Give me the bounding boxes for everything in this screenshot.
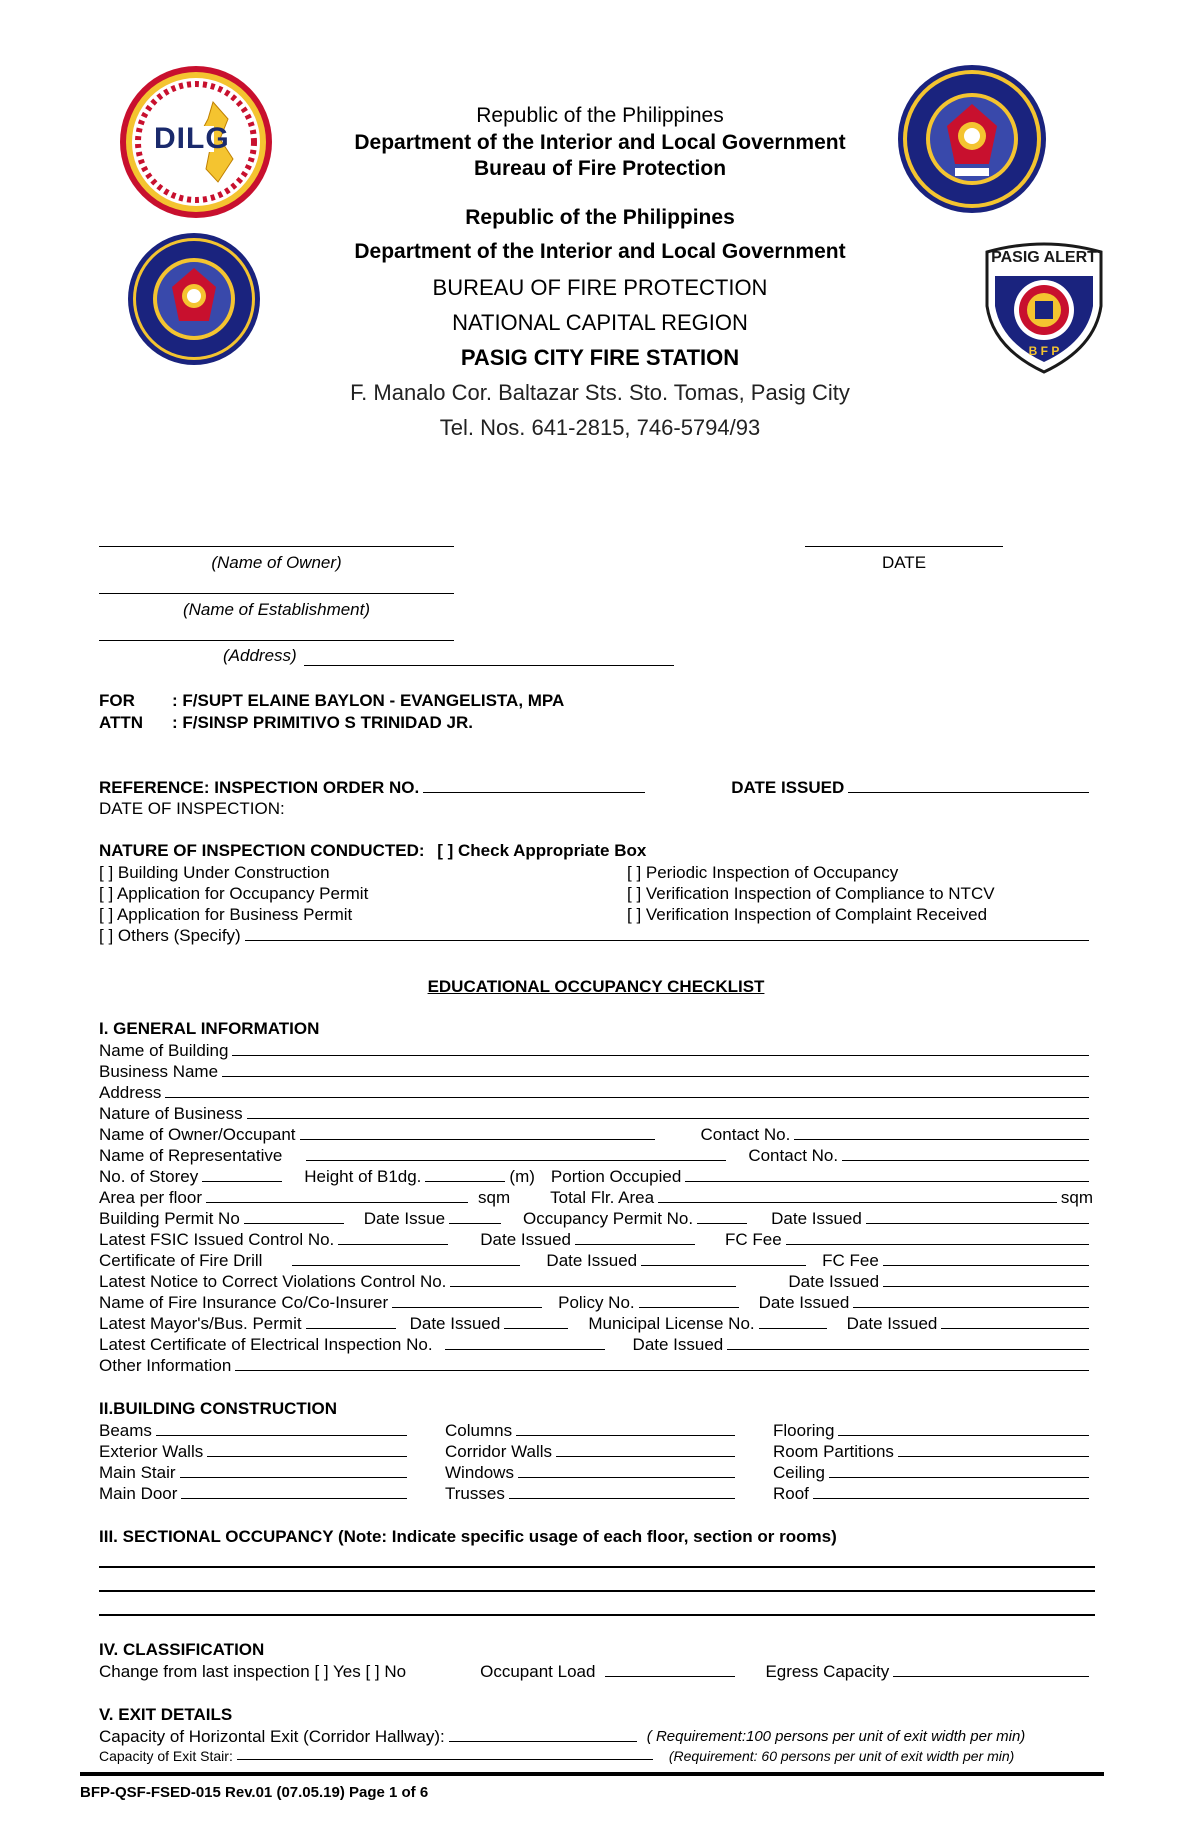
office-station: PASIG CITY FIRE STATION — [460, 345, 740, 370]
sectional-title: III. SECTIONAL OCCUPANCY ( — [99, 1527, 344, 1546]
nature-of-business-field[interactable] — [247, 1118, 1089, 1119]
contact-no-field-2[interactable] — [842, 1160, 1089, 1161]
date-issued-label-7: Date Issued — [846, 1314, 938, 1333]
area-per-floor-field[interactable] — [206, 1202, 468, 1203]
trusses-field[interactable] — [509, 1498, 735, 1499]
exit-stair-field[interactable] — [237, 1759, 653, 1760]
date-issued-label-6: Date Issued — [409, 1314, 501, 1333]
contact-no-field-1[interactable] — [794, 1139, 1089, 1140]
contact-no-label-2: Contact No. — [748, 1146, 839, 1165]
dilg-wordmark: DILG — [154, 122, 230, 155]
bfp-seal-left — [127, 232, 261, 366]
portion-occupied-label: Portion Occupied — [550, 1167, 682, 1186]
construction-row-1 — [99, 1421, 1093, 1441]
horizontal-exit-requirement: ( Requirement:100 persons per unit of exit width per min) — [646, 1728, 1026, 1745]
nature-option-complaint[interactable]: [ ] Verification Inspection of Complaint Received — [627, 905, 988, 924]
height-unit: (m) — [509, 1167, 535, 1186]
sectional-heading — [99, 1527, 837, 1547]
exterior-walls-label: Exterior Walls — [99, 1442, 204, 1461]
date-issue-field[interactable] — [449, 1223, 501, 1224]
row-insurance — [99, 1293, 1093, 1313]
mayors-permit-label: Latest Mayor's/Bus. Permit — [99, 1314, 302, 1333]
storey-field[interactable] — [202, 1181, 282, 1182]
pasig-alert-badge — [977, 240, 1111, 374]
pasig-alert-text: PASIG ALERT — [991, 249, 1097, 266]
name-of-building-field[interactable] — [232, 1055, 1089, 1056]
occupant-load-field[interactable] — [605, 1676, 735, 1677]
sectional-note: Note: Indicate specific usage of each floor, section or rooms) — [343, 1527, 837, 1546]
sqm-unit-2: sqm — [1060, 1188, 1093, 1207]
date-issue-label: Date Issue — [363, 1209, 446, 1228]
office-address: F. Manalo Cor. Baltazar Sts. Sto. Tomas, Pasig City — [350, 380, 850, 405]
notice-label: Latest Notice to Correct Violations Control No. — [99, 1272, 447, 1291]
area-per-floor-label: Area per floor — [99, 1188, 202, 1207]
date-issued-label-2: Date Issued — [480, 1230, 572, 1249]
sqm-unit-1: sqm — [478, 1188, 511, 1207]
others-specify-field[interactable] — [245, 940, 1089, 941]
row-nature-of-business — [99, 1104, 1093, 1124]
date-issued-label-3: Date Issued — [546, 1251, 638, 1270]
construction-row-3 — [99, 1463, 1093, 1483]
date-issued-label-4: Date Issued — [788, 1272, 880, 1291]
horizontal-exit-label: Capacity of Horizontal Exit (Corridor Hallway): — [99, 1727, 445, 1746]
classification-row — [99, 1662, 1093, 1682]
windows-field[interactable] — [518, 1477, 735, 1478]
exterior-walls-field[interactable] — [207, 1456, 407, 1457]
main-door-label: Main Door — [99, 1484, 178, 1503]
row-address — [99, 1083, 1093, 1103]
columns-field[interactable] — [516, 1435, 735, 1436]
nature-others-row — [99, 926, 1093, 946]
nature-instruction: [ ] Check Appropriate Box — [437, 841, 647, 860]
fc-fee-label-1: FC Fee — [725, 1230, 782, 1249]
occupancy-permit-field[interactable] — [697, 1223, 747, 1224]
notice-field[interactable] — [450, 1286, 736, 1287]
fsic-label: Latest FSIC Issued Control No. — [99, 1230, 335, 1249]
date-issued-field-6[interactable] — [504, 1328, 568, 1329]
general-info-title: I. GENERAL INFORMATION — [99, 1019, 320, 1038]
address-line-2[interactable] — [304, 665, 674, 666]
horizontal-exit-row — [99, 1727, 1093, 1747]
for-label: FOR — [99, 691, 135, 710]
exit-title: V. EXIT DETAILS — [99, 1705, 233, 1724]
other-info-label: Other Information — [99, 1356, 232, 1375]
header-republic-top: Republic of the Philippines — [476, 104, 724, 127]
fc-fee-field-1[interactable] — [786, 1244, 1089, 1245]
date-issued-field-3[interactable] — [641, 1265, 806, 1266]
total-floor-area-field[interactable] — [658, 1202, 1057, 1203]
classification-title: IV. CLASSIFICATION — [99, 1640, 265, 1659]
horizontal-exit-field[interactable] — [449, 1741, 637, 1742]
occupancy-permit-label: Occupancy Permit No. — [523, 1209, 694, 1228]
ceiling-field[interactable] — [829, 1477, 1089, 1478]
building-permit-field[interactable] — [244, 1223, 344, 1224]
address-line-1[interactable] — [99, 640, 454, 641]
row-notice — [99, 1272, 1093, 1292]
date-issued-label-5: Date Issued — [758, 1293, 850, 1312]
address-label: (Address) — [223, 646, 297, 665]
date-issued-field-1[interactable] — [866, 1223, 1089, 1224]
insurance-label: Name of Fire Insurance Co/Co-Insurer — [99, 1293, 389, 1312]
office-republic: Republic of the Philippines — [465, 206, 735, 229]
date-issued-field-5[interactable] — [853, 1307, 1089, 1308]
portion-occupied-field[interactable] — [685, 1181, 1089, 1182]
date-issued-field-7[interactable] — [941, 1328, 1089, 1329]
change-from-last-inspection[interactable]: Change from last inspection [ ] Yes [ ] No — [99, 1662, 407, 1681]
egress-capacity-field[interactable] — [893, 1676, 1089, 1677]
attn-label: ATTN — [99, 713, 144, 732]
inspection-order-field[interactable] — [423, 792, 645, 793]
fire-drill-label: Certificate of Fire Drill — [99, 1251, 263, 1270]
occupant-load-label: Occupant Load — [480, 1662, 596, 1681]
checklist-title: EDUCATIONAL OCCUPANCY CHECKLIST — [427, 977, 765, 996]
address-field[interactable] — [165, 1097, 1089, 1098]
sectional-line-1[interactable] — [99, 1566, 1095, 1568]
nature-option-building-construction[interactable]: [ ] Building Under Construction — [99, 863, 330, 882]
row-area — [99, 1188, 1093, 1208]
total-floor-area-label: Total Flr. Area — [550, 1188, 655, 1207]
name-of-building-label: Name of Building — [99, 1041, 229, 1060]
date-label: DATE — [881, 553, 927, 572]
owner-label: (Name of Owner) — [211, 553, 342, 572]
business-name-field[interactable] — [222, 1076, 1089, 1077]
construction-row-2 — [99, 1442, 1093, 1462]
nature-title: NATURE OF INSPECTION CONDUCTED: — [99, 841, 425, 860]
exit-stair-row — [99, 1748, 1093, 1765]
business-name-label: Business Name — [99, 1062, 219, 1081]
storey-label: No. of Storey — [99, 1167, 199, 1186]
fc-fee-label-2: FC Fee — [822, 1251, 879, 1270]
corridor-walls-label: Corridor Walls — [445, 1442, 553, 1461]
date-of-inspection-label: DATE OF INSPECTION: — [99, 799, 285, 818]
representative-label: Name of Representative — [99, 1146, 283, 1165]
office-department: Department of the Interior and Local Government — [354, 240, 846, 263]
office-tel: Tel. Nos. 641-2815, 746-5794/93 — [439, 415, 761, 440]
for-value: : F/SUPT ELAINE BAYLON - EVANGELISTA, MPA — [172, 691, 565, 710]
date-issued-field-8[interactable] — [727, 1349, 1089, 1350]
row-fire-drill — [99, 1251, 1093, 1271]
row-name-of-building — [99, 1041, 1093, 1061]
height-label: Height of B1dg. — [304, 1167, 422, 1186]
attn-value: : F/SINSP PRIMITIVO S TRINIDAD JR. — [172, 713, 473, 732]
insurance-field[interactable] — [392, 1307, 542, 1308]
owner-occupant-field[interactable] — [300, 1139, 655, 1140]
electrical-inspection-label: Latest Certificate of Electrical Inspection No. — [99, 1335, 433, 1354]
flooring-label: Flooring — [773, 1421, 835, 1440]
corridor-walls-field[interactable] — [556, 1456, 735, 1457]
building-permit-label: Building Permit No — [99, 1209, 240, 1228]
main-stair-label: Main Stair — [99, 1463, 176, 1482]
nature-heading — [99, 841, 646, 861]
flooring-field[interactable] — [838, 1435, 1089, 1436]
office-bureau: BUREAU OF FIRE PROTECTION — [432, 275, 768, 300]
row-mayors — [99, 1314, 1093, 1334]
date-issued-field-4[interactable] — [883, 1286, 1089, 1287]
exit-stair-label: Capacity of Exit Stair: — [99, 1748, 233, 1764]
egress-capacity-label: Egress Capacity — [765, 1662, 890, 1681]
date-issued-label-8: Date Issued — [632, 1335, 724, 1354]
row-electrical — [99, 1335, 1093, 1355]
nature-option-ntcv[interactable]: [ ] Verification Inspection of Compliance to NTCV — [627, 884, 995, 903]
row-storey — [99, 1167, 1093, 1187]
footer-rule — [80, 1772, 1104, 1776]
nature-option-business-permit[interactable]: [ ] Application for Business Permit — [99, 905, 353, 924]
roof-label: Roof — [773, 1484, 809, 1503]
fsic-field[interactable] — [338, 1244, 448, 1245]
exit-stair-requirement: (Requirement: 60 persons per unit of exit width per min) — [668, 1748, 1015, 1764]
pasig-bfp-text: B F P — [1028, 344, 1060, 358]
main-door-field[interactable] — [181, 1498, 407, 1499]
date-issued-field[interactable] — [848, 792, 1089, 793]
sectional-line-2[interactable] — [99, 1590, 1095, 1592]
date-issued-field-2[interactable] — [575, 1244, 695, 1245]
sectional-line-3[interactable] — [99, 1614, 1095, 1616]
representative-field[interactable] — [306, 1160, 726, 1161]
main-stair-field[interactable] — [180, 1477, 407, 1478]
ceiling-label: Ceiling — [773, 1463, 825, 1482]
row-other-info — [99, 1356, 1093, 1376]
header-bureau-top: Bureau of Fire Protection — [473, 157, 727, 180]
owner-occupant-label: Name of Owner/Occupant — [99, 1125, 296, 1144]
nature-of-business-label: Nature of Business — [99, 1104, 243, 1123]
roof-field[interactable] — [813, 1498, 1089, 1499]
date-line[interactable] — [805, 546, 1003, 547]
room-partitions-field[interactable] — [898, 1456, 1089, 1457]
owner-line[interactable] — [99, 546, 454, 547]
establishment-label: (Name of Establishment) — [182, 600, 371, 619]
policy-label: Policy No. — [558, 1293, 635, 1312]
municipal-license-label: Municipal License No. — [588, 1314, 755, 1333]
fire-drill-field[interactable] — [292, 1265, 520, 1266]
establishment-line[interactable] — [99, 593, 454, 594]
date-issued-label: DATE ISSUED — [731, 778, 845, 797]
beams-field[interactable] — [156, 1435, 407, 1436]
room-partitions-label: Room Partitions — [773, 1442, 894, 1461]
electrical-inspection-field[interactable] — [445, 1349, 605, 1350]
nature-option-others[interactable]: [ ] Others (Specify) — [99, 926, 241, 945]
columns-label: Columns — [445, 1421, 513, 1440]
policy-field[interactable] — [639, 1307, 739, 1308]
header-department-top: Department of the Interior and Local Government — [354, 131, 846, 154]
height-field[interactable] — [425, 1181, 505, 1182]
reference-row — [99, 778, 1093, 798]
address-label-general: Address — [99, 1083, 162, 1102]
contact-no-label-1: Contact No. — [700, 1125, 791, 1144]
trusses-label: Trusses — [445, 1484, 505, 1503]
row-business-name — [99, 1062, 1093, 1082]
construction-row-4 — [99, 1484, 1093, 1504]
inspection-order-label: REFERENCE: INSPECTION ORDER NO. — [99, 778, 420, 797]
row-fsic — [99, 1230, 1093, 1250]
nature-option-periodic[interactable]: [ ] Periodic Inspection of Occupancy — [627, 863, 899, 882]
office-region: NATIONAL CAPITAL REGION — [452, 310, 748, 335]
row-owner-occupant — [99, 1125, 1093, 1145]
fc-fee-field-2[interactable] — [883, 1265, 1089, 1266]
windows-label: Windows — [445, 1463, 514, 1482]
nature-option-occupancy-permit[interactable]: [ ] Application for Occupancy Permit — [99, 884, 369, 903]
mayors-permit-field[interactable] — [306, 1328, 396, 1329]
row-building-permit — [99, 1209, 1093, 1229]
row-representative — [99, 1146, 1093, 1166]
date-issued-label-1: Date Issued — [771, 1209, 862, 1228]
other-info-field[interactable] — [235, 1370, 1089, 1371]
footer-form-code: BFP-QSF-FSED-015 Rev.01 (07.05.19) Page 1 of 6 — [80, 1784, 429, 1801]
beams-label: Beams — [99, 1421, 152, 1440]
construction-title: II.BUILDING CONSTRUCTION — [99, 1399, 337, 1418]
municipal-license-field[interactable] — [759, 1328, 827, 1329]
